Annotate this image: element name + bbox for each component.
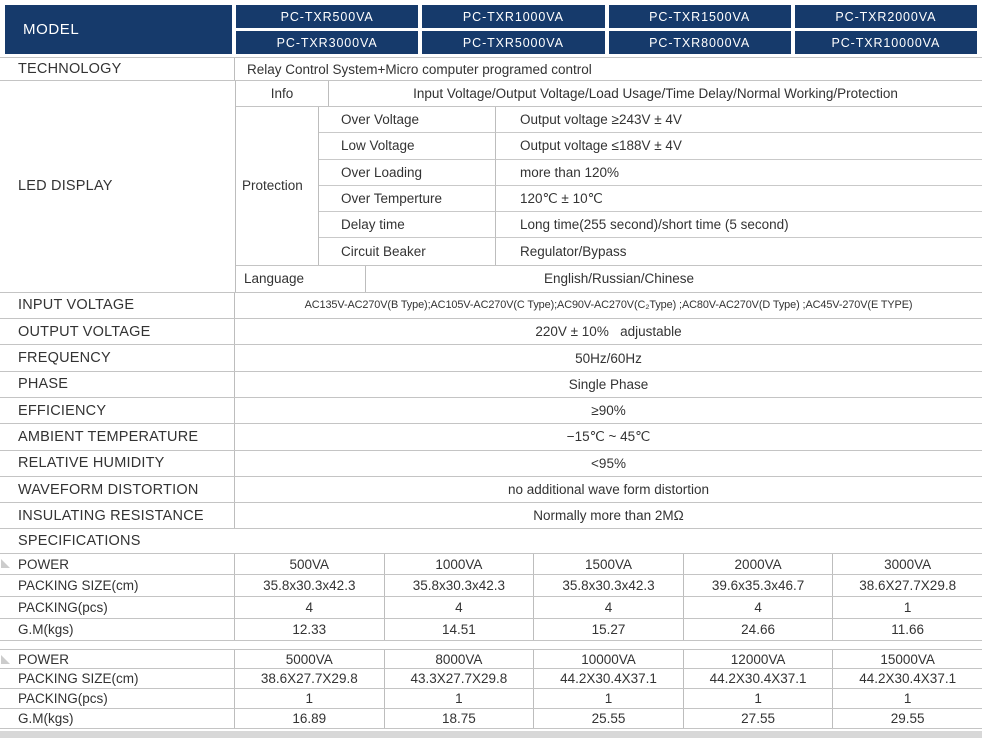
spec-cell: 8000VA bbox=[385, 650, 535, 668]
spec-cell: 14.51 bbox=[385, 619, 535, 640]
corner-marker-icon bbox=[1, 559, 10, 568]
spec-cell: 500VA bbox=[235, 554, 385, 574]
spec-cell: 44.2X30.4X37.1 bbox=[859, 671, 957, 687]
power-row bbox=[0, 649, 982, 669]
row-technology bbox=[0, 57, 982, 81]
led-display-label: LED DISPLAY bbox=[18, 178, 113, 195]
protection-table bbox=[236, 107, 982, 266]
spec-cell: 25.55 bbox=[534, 709, 684, 728]
spec-cell: 1 bbox=[534, 689, 684, 708]
spec-cell: 39.6x35.3x46.7 bbox=[684, 575, 834, 596]
spec-cell: 1500VA bbox=[534, 554, 684, 574]
info-label: Info bbox=[236, 81, 329, 106]
spec-cell: 1 bbox=[684, 689, 834, 708]
specifications-table-1 bbox=[0, 553, 982, 641]
spec-cell: 4 bbox=[534, 597, 684, 618]
packing-size-row bbox=[0, 669, 982, 689]
spec-cell: 10000VA bbox=[534, 650, 684, 668]
row-value: −15℃ ~ 45℃ bbox=[566, 428, 651, 444]
model-label: MODEL bbox=[23, 21, 80, 38]
row-label: EFFICIENCY bbox=[0, 398, 235, 423]
row-value: 220V ± 10% adjustable bbox=[535, 324, 682, 340]
spec-row-label: PACKING SIZE(cm) bbox=[0, 575, 235, 596]
spec-cell: 38.6X27.7X29.8 bbox=[235, 669, 385, 688]
spec-cell: 3000VA bbox=[884, 556, 932, 572]
technology-value: Relay Control System+Micro computer programed control bbox=[247, 61, 592, 77]
spec-cell: 1 bbox=[385, 689, 535, 708]
spec-cell: 35.8x30.3x42.3 bbox=[235, 575, 385, 596]
row-label: AMBIENT TEMPERATURE bbox=[0, 424, 235, 449]
spec-cell: 4 bbox=[385, 597, 535, 618]
spec-cell: 4 bbox=[684, 597, 834, 618]
spec-cell: 5000VA bbox=[235, 650, 385, 668]
model-grid bbox=[236, 5, 977, 54]
led-display-section bbox=[0, 81, 982, 293]
spec-cell: 1 bbox=[903, 600, 912, 616]
model-badge: PC-TXR500VA bbox=[236, 5, 418, 28]
protection-row-name: Circuit Beaker bbox=[319, 238, 496, 264]
packing-pcs-row bbox=[0, 597, 982, 619]
row-insulating-resistance bbox=[0, 503, 982, 529]
model-row-1 bbox=[236, 5, 977, 28]
spec-cell: 12.33 bbox=[235, 619, 385, 640]
model-badge: PC-TXR5000VA bbox=[422, 31, 604, 54]
protection-row-value: Long time(255 second)/short time (5 second) bbox=[496, 212, 982, 238]
row-label: RELATIVE HUMIDITY bbox=[0, 451, 235, 476]
protection-row-value: Output voltage ≤188V ± 4V bbox=[496, 133, 982, 159]
spec-cell: 18.75 bbox=[385, 709, 535, 728]
spec-cell: 1 bbox=[903, 691, 912, 707]
row-label: WAVEFORM DISTORTION bbox=[0, 477, 235, 502]
protection-row-name: Over Temperture bbox=[319, 186, 496, 212]
spec-row-label: POWER bbox=[0, 554, 235, 574]
model-badge: PC-TXR1000VA bbox=[422, 5, 604, 28]
spec-row-label: G.M(kgs) bbox=[0, 709, 235, 728]
spec-cell: 1000VA bbox=[385, 554, 535, 574]
row-input-voltage bbox=[0, 293, 982, 319]
spec-cell: 29.55 bbox=[890, 711, 925, 727]
spec-cell: 15000VA bbox=[880, 651, 935, 667]
spec-cell: 38.6X27.7X29.8 bbox=[859, 578, 957, 594]
info-row bbox=[236, 81, 982, 107]
info-value: Input Voltage/Output Voltage/Load Usage/Time Delay/Normal Working/Protection bbox=[413, 86, 898, 101]
gross-mass-row bbox=[0, 709, 982, 729]
row-value: no additional wave form distortion bbox=[507, 482, 710, 497]
specifications-table-2 bbox=[0, 649, 982, 729]
language-row bbox=[236, 266, 982, 292]
spec-row-label: PACKING SIZE(cm) bbox=[0, 669, 235, 688]
specifications-heading-label: SPECIFICATIONS bbox=[18, 533, 141, 550]
bottom-divider-bar bbox=[0, 731, 982, 738]
row-value: <95% bbox=[591, 455, 626, 471]
protection-row-value: Output voltage ≥243V ± 4V bbox=[496, 107, 982, 133]
spec-cell: 12000VA bbox=[684, 650, 834, 668]
table-gap bbox=[0, 641, 982, 649]
protection-row-value: more than 120% bbox=[496, 160, 982, 186]
spec-cell: 15.27 bbox=[534, 619, 684, 640]
spec-row-label: POWER bbox=[0, 650, 235, 668]
spec-cell: 2000VA bbox=[684, 554, 834, 574]
corner-marker-icon bbox=[1, 655, 10, 664]
model-badge: PC-TXR10000VA bbox=[795, 31, 977, 54]
spec-cell: 16.89 bbox=[235, 709, 385, 728]
row-value: Single Phase bbox=[568, 376, 649, 392]
row-phase bbox=[0, 372, 982, 398]
row-label: INPUT VOLTAGE bbox=[0, 293, 235, 318]
technology-label: TECHNOLOGY bbox=[0, 58, 235, 80]
row-label: INSULATING RESISTANCE bbox=[0, 503, 235, 528]
spec-cell: 11.66 bbox=[891, 622, 925, 638]
row-output-voltage bbox=[0, 319, 982, 345]
row-waveform-distortion bbox=[0, 477, 982, 503]
row-label: OUTPUT VOLTAGE bbox=[0, 319, 235, 344]
protection-row-name: Over Voltage bbox=[319, 107, 496, 133]
spec-cell: 44.2X30.4X37.1 bbox=[534, 669, 684, 688]
spec-cell: 35.8x30.3x42.3 bbox=[385, 575, 535, 596]
model-badge: PC-TXR8000VA bbox=[609, 31, 791, 54]
row-value: 50Hz/60Hz bbox=[575, 350, 642, 366]
model-badge: PC-TXR2000VA bbox=[795, 5, 977, 28]
led-display-content bbox=[235, 81, 982, 292]
row-label: PHASE bbox=[0, 372, 235, 397]
protection-row-value: 120℃ ± 10℃ bbox=[496, 186, 982, 212]
row-value: AC135V-AC270V(B Type);AC105V-AC270V(C Type);AC90V-AC270V(C₂Type) ;AC80V-AC270V(D Type) ;AC45V-270V(E TYPE) bbox=[304, 299, 913, 312]
row-value: Normally more than 2MΩ bbox=[533, 508, 684, 524]
model-header bbox=[5, 5, 977, 54]
packing-pcs-row bbox=[0, 689, 982, 709]
row-frequency bbox=[0, 345, 982, 371]
spec-cell: 27.55 bbox=[684, 709, 834, 728]
spec-row-label: PACKING(pcs) bbox=[0, 689, 235, 708]
protection-row-name: Low Voltage bbox=[319, 133, 496, 159]
row-efficiency bbox=[0, 398, 982, 424]
protection-row-name: Over Loading bbox=[319, 160, 496, 186]
spec-cell: 43.3X27.7X29.8 bbox=[385, 669, 535, 688]
packing-size-row bbox=[0, 575, 982, 597]
row-ambient-temperature bbox=[0, 424, 982, 450]
model-badge: PC-TXR1500VA bbox=[609, 5, 791, 28]
protection-row-name: Delay time bbox=[319, 212, 496, 238]
protection-label: Protection bbox=[236, 107, 319, 265]
spec-cell: 44.2X30.4X37.1 bbox=[684, 669, 834, 688]
language-label: Language bbox=[236, 266, 366, 292]
protection-row-value: Regulator/Bypass bbox=[520, 244, 627, 260]
spec-row-label: G.M(kgs) bbox=[0, 619, 235, 640]
specifications-heading bbox=[0, 529, 982, 553]
language-value: English/Russian/Chinese bbox=[543, 271, 695, 287]
spec-cell: 4 bbox=[235, 597, 385, 618]
gross-mass-row bbox=[0, 619, 982, 641]
spec-row-label: PACKING(pcs) bbox=[0, 597, 235, 618]
power-row bbox=[0, 553, 982, 575]
spec-cell: 1 bbox=[235, 689, 385, 708]
row-relative-humidity bbox=[0, 451, 982, 477]
model-badge: PC-TXR3000VA bbox=[236, 31, 418, 54]
spec-cell: 24.66 bbox=[684, 619, 834, 640]
row-value: ≥90% bbox=[591, 403, 626, 419]
model-row-2 bbox=[236, 31, 977, 54]
row-label: FREQUENCY bbox=[0, 345, 235, 370]
spec-cell: 35.8x30.3x42.3 bbox=[534, 575, 684, 596]
model-header-cell bbox=[5, 5, 232, 54]
